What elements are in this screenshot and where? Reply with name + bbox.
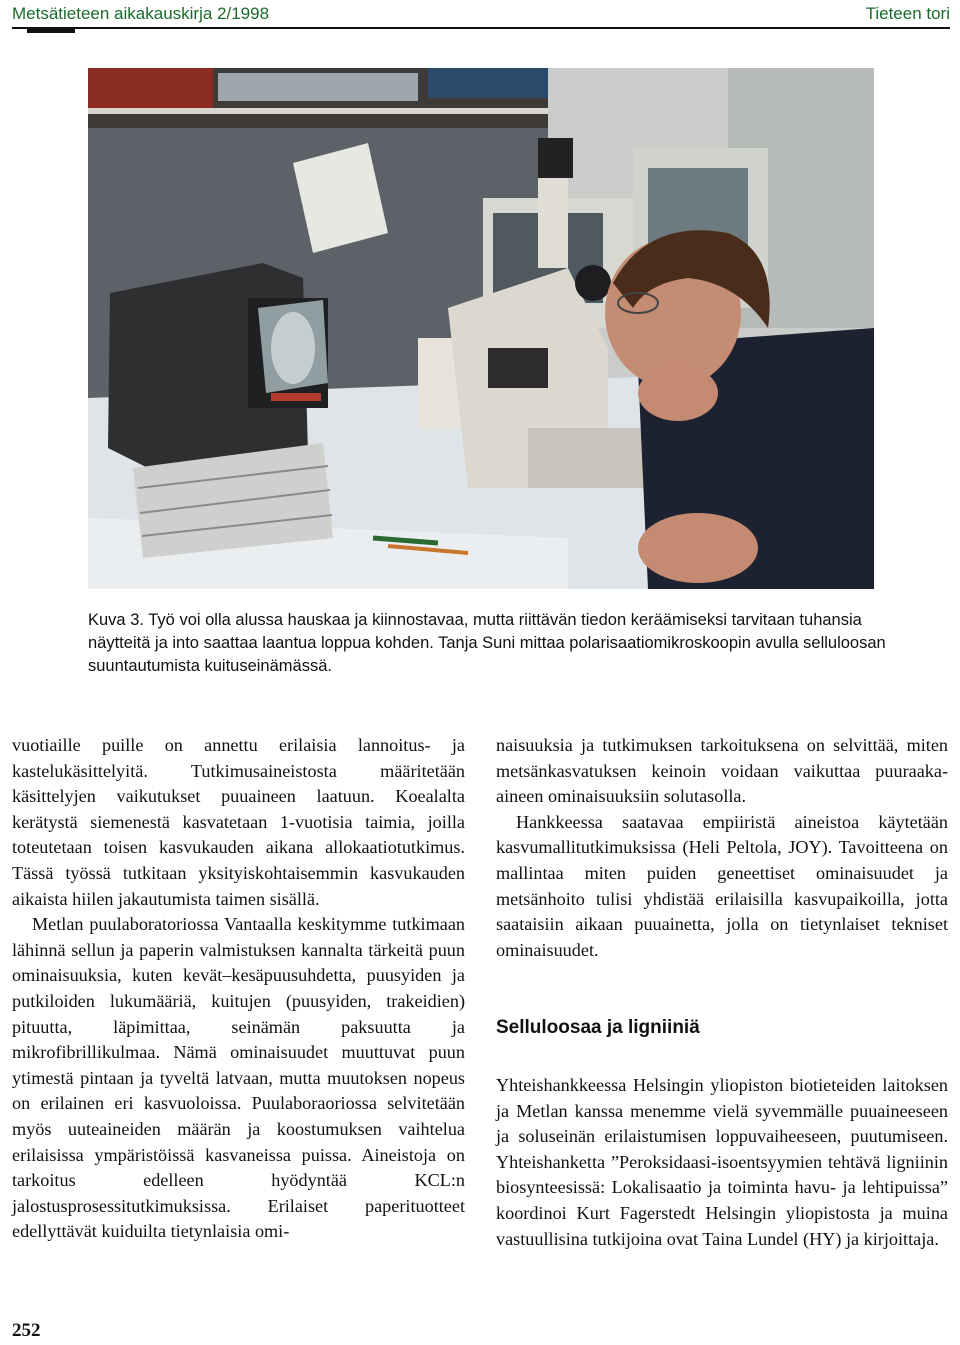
figure-caption-text: Työ voi olla alussa hauskaa ja kiinnostavaa, mutta riittävän tiedon keräämiseksi tarvitaan tuhansia näytteitä ja into saattaa laantua loppua kohden. Tanja Suni mittaa polarisaatiomikroskoopin avulla selluloosan suuntautumista kuituseinämässä.	[88, 611, 886, 675]
journal-title: Metsätieteen aikakauskirja 2/1998	[12, 4, 270, 23]
paragraph: Hankkeessa saatavaa empiiristä aineistoa käytetään kasvumallitutkimuksissa (Heli Peltola, JOY). Tavoitteena on mallintaa miten puiden geneettiset ominaisuudet ja metsänhoito tulisi yhdistää erilaisilla kasvupaikoilla, jotta saataisiin aikaan puuainetta, jolla on tietynlaiset tekniset ominaisuudet.	[496, 811, 948, 960]
header-rule-accent	[27, 27, 75, 33]
lab-photo	[88, 68, 874, 589]
section-heading: Selluloosaa ja ligniiniä	[496, 1017, 700, 1039]
paragraph: Yhteishankkeessa Helsingin yliopiston biotieteiden laitoksen ja Metlan kanssa menemme vielä syvemmälle puuaineeseen ja soluseinän erilaistumisen loppuvaiheeseen, puutumiseen. Yhteishanketta ”Peroksidaasi-isoentsyymien tehtävä ligniinin biosynteesissä: Lokalisaatio ja toiminta havu- ja lehtipuissa” koordinoi Kurt Fagerstedt Helsingin yliopistosta ja muina vastuullisina tutkijoina ovat Taina Lundel (HY) ja kirjoittaja.	[496, 1074, 948, 1249]
page-number: 252	[12, 1320, 41, 1341]
paragraph: naisuuksia ja tutkimuksen tarkoituksena on selvittää, miten metsänkasvatuksen keinoin voidaan vaikuttaa puuraaka-aineen ominaisuuksiin solutasolla.	[496, 735, 948, 807]
section-title: Tieteen tori	[865, 4, 950, 23]
paragraph: Metlan puulaboratoriossa Vantaalla keskitymme tutkimaan lähinnä sellun ja paperin valmistuksen kannalta tärkeitä puun ominaisuuksia, kuten kevät–kesäpuusuhdetta, puusyiden ja putkiloiden lukumääriä, kuitujen (puusyiden, trakeidien) pituutta, läpimittaa, seinämän paksuutta ja mikrofibrillikulmaa. Nämä ominaisuudet muuttuvat puun ytimestä pintaan ja tyveltä latvaan, mutta muutoksen nopeus on erilainen eri kasvuoloissa. Puulaboraoriossa selvitetään myös uuteaineiden määrän ja koostumuksen vaihtelua erilaisissa ympäristöissä kasvaneissa puissa. Aineistoja on tarkoitus edelleen hyödyntää KCL:n jalostusprosessitutkimuksissa. Erilaiset paperituotteet edellyttävät kuiduilta tietynlaisia omi-	[12, 914, 465, 1242]
paragraph: vuotiaille puille on annettu erilaisia lannoitus- ja kastelukäsittelyitä. Tutkimusaineistosta määritetään käsittelyjen vaikutukset puuaineen laatuun. Koealalta kerätystä siemenestä kasvatetaan 1-vuotisia taimia, joilla toteutetaan toisen kasvukauden aikana allokaatiotutkimus. Tässä työssä tutkitaan yksityiskohtaisemmin kasvukauden aikaista hiilen jakautumista taimen sisällä.	[12, 735, 465, 909]
text-column-left	[12, 733, 465, 1245]
text-column-right	[496, 733, 948, 1252]
header-rule	[12, 27, 950, 29]
figure-label: Kuva 3.	[88, 611, 144, 629]
figure-caption	[88, 609, 888, 678]
